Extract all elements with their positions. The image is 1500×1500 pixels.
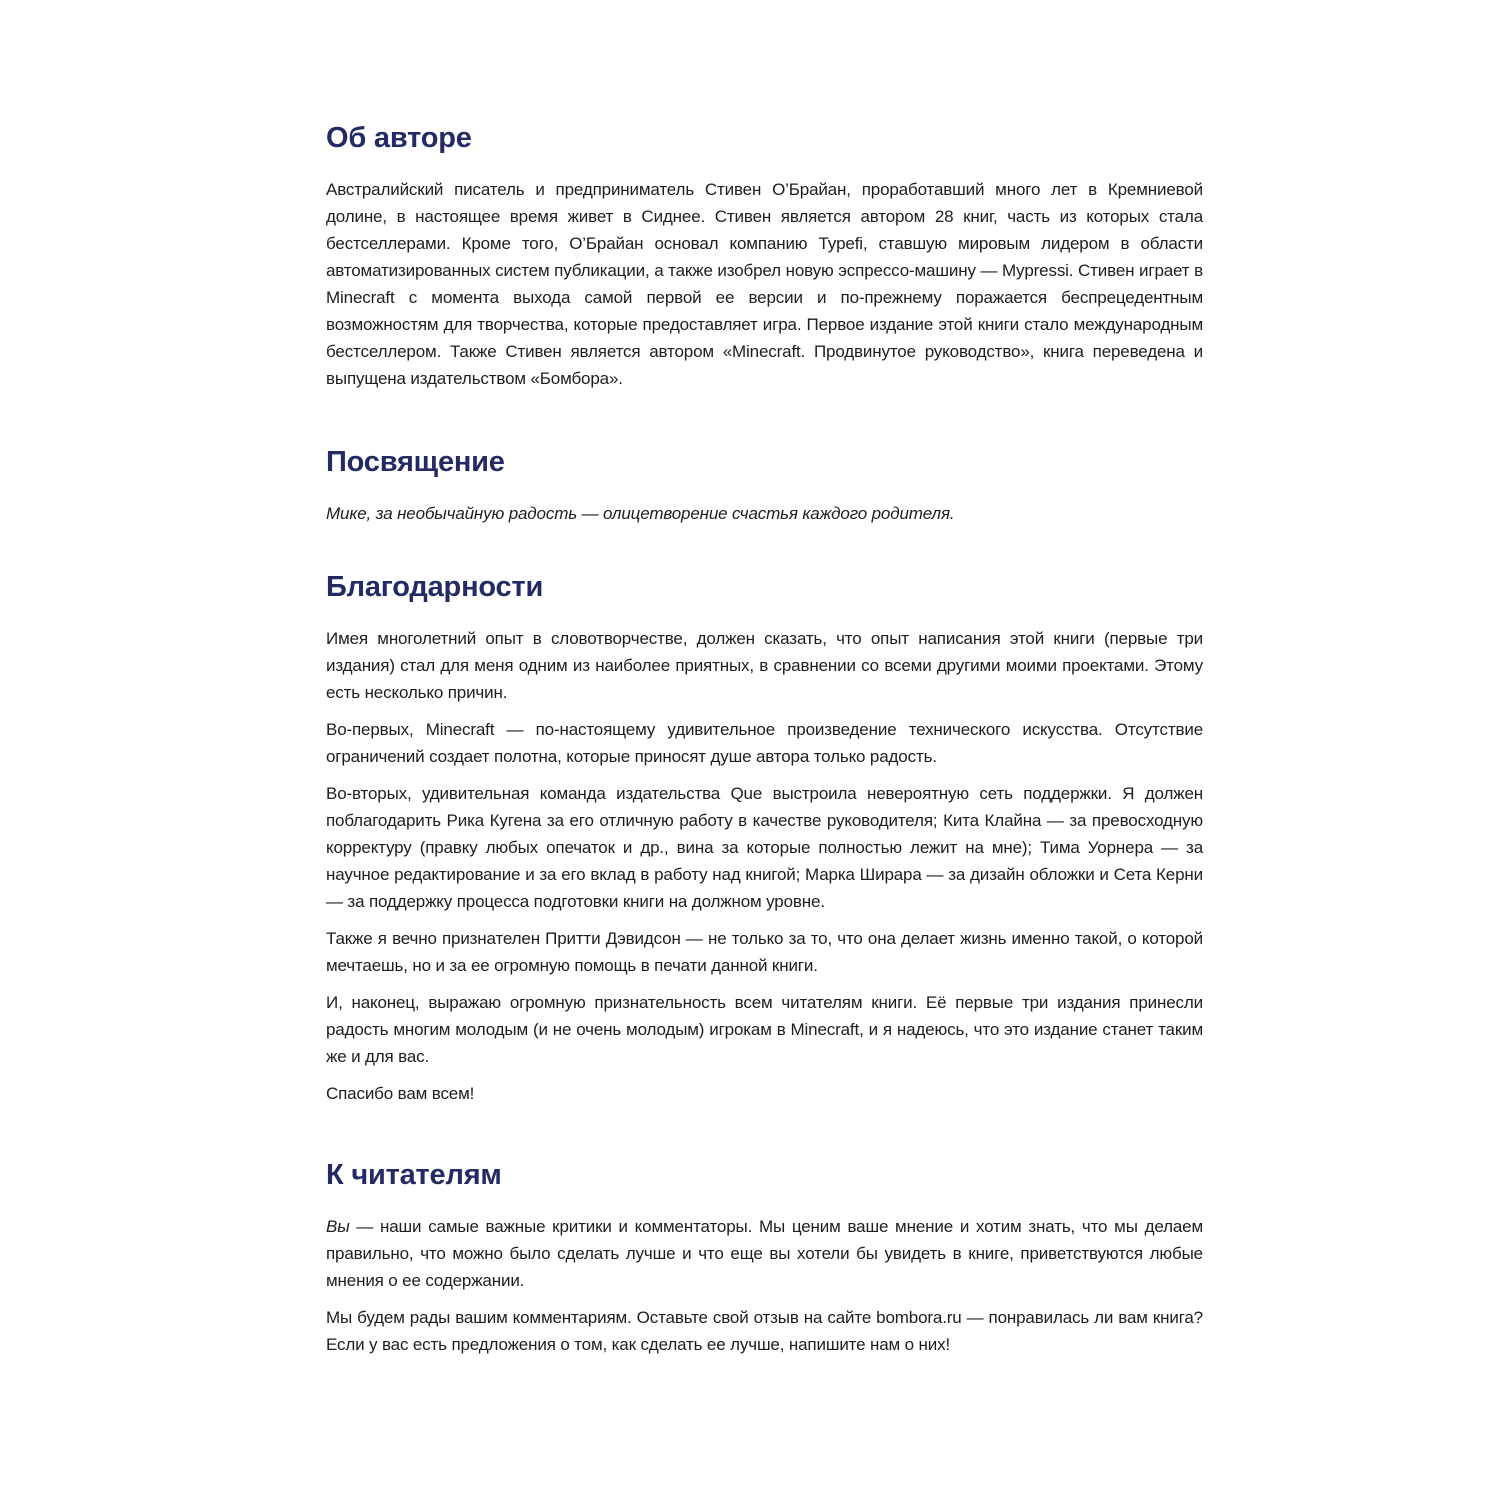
about-author-heading: Об авторе [326,122,472,154]
document-page [326,118,1203,1368]
spacer [326,537,1203,567]
acknowledgements-paragraph-4: Также я вечно признателен Притти Дэвидсон — не только за то, что она делает жизнь именно такой, о которой мечтаешь, но и за ее огромную помощь в печати данной книги. [326,929,1203,975]
acknowledgements-paragraph-5: И, наконец, выражаю огромную признательность всем читателям книги. Её первые три издания принесли радость многим молодым (и не очень молодым) игрокам в Minecraft, и я надеюсь, что это издание станет таким же и для вас. [326,993,1203,1066]
to-readers-lead-italic: Вы [326,1217,350,1236]
acknowledgements-paragraph-1: Имея многолетний опыт в словотворчестве, должен сказать, что опыт написания этой книги (первые три издания) стал для меня одним из наиболее приятных, в сравнении со всеми другими моими проектами. Этому есть несколько причин. [326,629,1203,702]
dedication-section [326,442,1203,527]
to-readers-paragraph-1-text: — наши самые важные критики и комментаторы. Мы ценим ваше мнение и хотим знать, что мы делаем правильно, что можно было сделать лучше и что еще вы хотели бы увидеть в книге, приветствуются любые мнения о ее содержании. [326,1217,1203,1290]
about-author-paragraph: Австралийский писатель и предприниматель Стивен О’Брайан, проработавший много лет в Кремниевой долине, в настоящее время живет в Сиднее. Стивен является автором 28 книг, часть из которых стала бестселлерами. Кроме того, О’Брайан основал компанию Typefi, ставшую мировым лидером в области автоматизированных систем публикации, а также изобрел новую эспрессо-машину — Mypressi. Стивен играет в Minecraft с момента выхода самой первой ее версии и по-прежнему поражается беспрецедентным возможностям для творчества, которые предоставляет игра. Первое издание этой книги стало международным бестселлером. Также Стивен является автором «Minecraft. Продвинутое руководство», книга переведена и выпущена издательством «Бомбора». [326,180,1203,388]
acknowledgements-section [326,567,1203,1107]
acknowledgements-paragraph-2: Во-первых, Minecraft — по-настоящему удивительное произведение технического искусства. Отсутствие ограничений создает полотна, которые приносят душе автора только радость. [326,720,1203,766]
about-author-section [326,118,1203,392]
acknowledgements-paragraph-3: Во-вторых, удивительная команда издательства Que выстроила невероятную сеть поддержки. Я должен поблагодарить Рика Кугена за его отличную работу в качестве руководителя; Кита Клайна — за превосходную корректуру (правку любых опечаток и др., вина за которые полностью лежит на мне); Тима Уорнера — за научное редактирование и за его вклад в работу над книгой; Марка Ширара — за дизайн обложки и Сета Керни — за поддержку процесса подготовки книги на должном уровне. [326,784,1203,911]
to-readers-paragraph-2: Мы будем рады вашим комментариям. Оставьте свой отзыв на сайте bombora.ru — понравилась ли вам книга? Если у вас есть предложения о том, как сделать ее лучше, напишите нам о них! [326,1308,1203,1354]
acknowledgements-paragraph-6: Спасибо вам всем! [326,1084,475,1103]
spacer [326,1117,1203,1155]
dedication-heading: Посвящение [326,446,505,478]
acknowledgements-heading: Благодарности [326,571,544,603]
dedication-text: Мике, за необычайную радость — олицетворение счастья каждого родителя. [326,504,955,523]
to-readers-heading: К читателям [326,1159,502,1191]
to-readers-section [326,1155,1203,1358]
to-readers-paragraph-1 [326,1213,1203,1294]
spacer [326,402,1203,442]
